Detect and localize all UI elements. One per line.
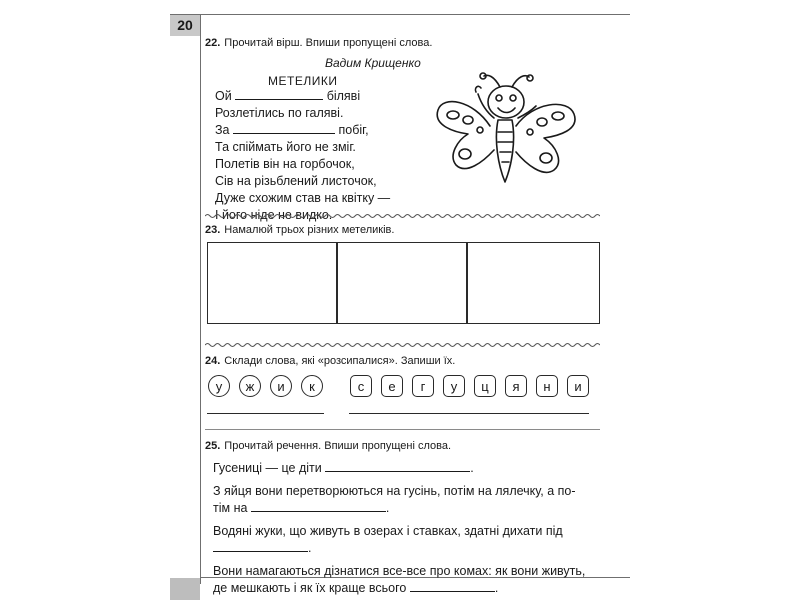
task-24-instruction: Склади слова, які «розсипалися». Запиши їх.: [224, 355, 456, 367]
sentence-2-blank[interactable]: [251, 501, 386, 512]
wavy-divider: [205, 213, 600, 219]
sentence-line: Вони намагаються дізнатися все-все про комах: як вони живуть,: [213, 564, 586, 578]
bottom-corner-block: [170, 578, 200, 600]
sentence-3: [213, 523, 603, 557]
sentences: [213, 460, 603, 603]
sentence-1: [213, 460, 603, 477]
poem-text: побіг,: [338, 123, 369, 137]
circle-letter: у: [208, 375, 230, 397]
sentence-text: Гусениці — це діти: [213, 461, 322, 475]
task-24-heading: [205, 355, 455, 367]
sentence-text: де мешкають і як їх краще всього: [213, 581, 407, 595]
task-22-heading: [205, 37, 432, 49]
poem-line: [215, 88, 390, 105]
sentence-1-blank[interactable]: [325, 461, 470, 472]
sentence-line: Водяні жуки, що живуть в озерах і ставках, здатні дихати під: [213, 524, 563, 538]
drawing-box-3[interactable]: [467, 242, 600, 324]
task-25-heading: [205, 440, 451, 452]
poem-line: Сів на різьблений листочок,: [215, 174, 377, 188]
sentence-4-blank[interactable]: [410, 581, 495, 592]
sentence-text: тім на: [213, 501, 248, 515]
task-23-number: 23.: [205, 224, 221, 236]
poem-author: Вадим Крищенко: [325, 56, 421, 70]
square-letter: у: [443, 375, 465, 397]
sentence-4: [213, 563, 603, 597]
poem-blank-1[interactable]: [235, 89, 323, 100]
square-letter: е: [381, 375, 403, 397]
task-24-number: 24.: [205, 355, 221, 367]
sentence-line: де мешкають і як їх краще всього .: [213, 581, 499, 595]
poem-text: За: [215, 123, 230, 137]
square-letter: и: [567, 375, 589, 397]
section-divider: [205, 429, 600, 430]
margin-rule: [200, 14, 201, 584]
wavy-divider: [205, 342, 600, 348]
poem-title: МЕТЕЛИКИ: [268, 74, 338, 88]
square-letter: ц: [474, 375, 496, 397]
sentence-line: З яйця вони перетворюються на гусінь, потім на лялечку, а по-: [213, 484, 576, 498]
task-25-number: 25.: [205, 440, 221, 452]
task-22-instruction: Прочитай вірш. Впиши пропущені слова.: [224, 37, 433, 49]
sentence-line: тім на .: [213, 501, 390, 515]
task-22-number: 22.: [205, 37, 221, 49]
butterfly-illustration: [428, 70, 588, 190]
top-rule: [170, 14, 630, 15]
square-letter: н: [536, 375, 558, 397]
poem-line: Дуже схожим став на квітку —: [215, 191, 391, 205]
answer-line-word2[interactable]: [349, 413, 589, 414]
answer-line-word1[interactable]: [207, 413, 324, 414]
poem: [215, 88, 390, 224]
drawing-box-1[interactable]: [207, 242, 337, 324]
sentence-3-blank[interactable]: [213, 541, 308, 552]
page-number-text: 20: [177, 17, 193, 33]
sentence-line: Гусениці — це діти .: [213, 461, 474, 475]
poem-text: Ой: [215, 89, 232, 103]
circle-letter: ж: [239, 375, 261, 397]
sentence-2: [213, 483, 603, 517]
poem-line: Полетів він на горбочок,: [215, 157, 355, 171]
task-23-instruction: Намалюй трьох різних метеликів.: [224, 224, 395, 236]
drawing-box-2[interactable]: [337, 242, 467, 324]
sentence-line: .: [213, 540, 603, 557]
square-letter: г: [412, 375, 434, 397]
poem-line: Розлетілись по галяві.: [215, 106, 344, 120]
page-number: [170, 14, 200, 36]
circle-letter: к: [301, 375, 323, 397]
circle-letter: и: [270, 375, 292, 397]
poem-line: І його ніде не видко.: [215, 208, 333, 222]
square-letter: я: [505, 375, 527, 397]
poem-blank-2[interactable]: [233, 123, 335, 134]
poem-text: біляві: [326, 89, 361, 103]
poem-line: Та спіймать його не зміг.: [215, 140, 356, 154]
task-23-heading: [205, 224, 394, 236]
poem-line: [215, 122, 390, 139]
task-25-instruction: Прочитай речення. Впиши пропущені слова.: [224, 440, 452, 452]
square-letter: с: [350, 375, 372, 397]
